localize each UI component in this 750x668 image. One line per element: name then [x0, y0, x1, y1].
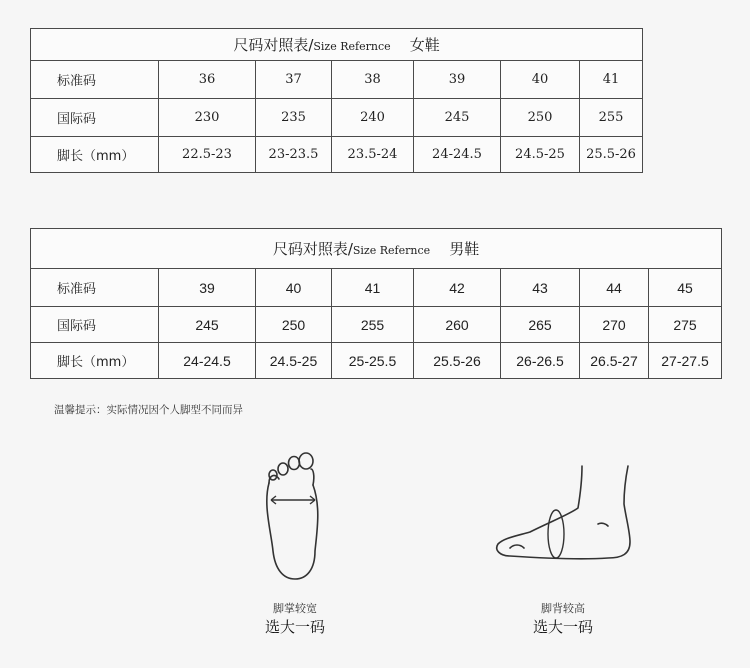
men-size-table: [30, 228, 722, 379]
foot-top-width-icon: [255, 445, 335, 585]
row-label: 标准码: [31, 61, 159, 99]
table-cell: 41: [332, 269, 414, 307]
table-cell: 22.5-23: [159, 137, 256, 173]
table-cell: 25.5-26: [414, 343, 501, 379]
row-label: 标准码: [31, 269, 159, 307]
title-cn: 尺码对照表/: [233, 36, 314, 54]
title-en: Size Refernce: [352, 244, 431, 257]
table-cell: 24.5-25: [501, 137, 580, 173]
table-cell: 270: [580, 307, 649, 343]
row-label: 国际码: [31, 99, 159, 137]
title-en: Size Refernce: [313, 40, 391, 53]
table-cell: 27-27.5: [649, 343, 722, 379]
title-cn: 尺码对照表/: [272, 240, 353, 258]
table-cell: 39: [159, 269, 256, 307]
foot-side-instep-icon: [490, 462, 640, 572]
table-row: [31, 99, 643, 137]
table-cell: 25.5-26: [580, 137, 643, 173]
caption-high-instep: 脚背较高: [541, 602, 585, 615]
table-cell: 44: [580, 269, 649, 307]
table-row: [31, 307, 722, 343]
women-table-title: [31, 29, 643, 61]
table-cell: 39: [414, 61, 501, 99]
table-cell: 235: [256, 99, 332, 137]
table-cell: 43: [501, 269, 580, 307]
table-cell: 25-25.5: [332, 343, 414, 379]
title-gender: 男鞋: [449, 240, 480, 258]
table-cell: 42: [414, 269, 501, 307]
title-gender: 女鞋: [409, 36, 440, 54]
table-row: [31, 343, 722, 379]
table-cell: 250: [256, 307, 332, 343]
table-cell: 24-24.5: [159, 343, 256, 379]
caption-size-up: 选大一码: [532, 618, 593, 636]
table-cell: 245: [414, 99, 501, 137]
table-cell: 24.5-25: [256, 343, 332, 379]
table-cell: 250: [501, 99, 580, 137]
table-cell: 40: [256, 269, 332, 307]
caption-wide-forefoot: 脚掌较宽: [273, 602, 317, 615]
table-cell: 230: [159, 99, 256, 137]
table-cell: 36: [159, 61, 256, 99]
table-cell: 275: [649, 307, 722, 343]
table-row: [31, 137, 643, 173]
table-row: [31, 269, 722, 307]
fit-tip: 温馨提示：实际情况因个人脚型不同而异: [54, 404, 243, 416]
table-cell: 41: [580, 61, 643, 99]
table-row: [31, 61, 643, 99]
row-label: 国际码: [31, 307, 159, 343]
men-table-title: [31, 229, 722, 269]
table-cell: 26-26.5: [501, 343, 580, 379]
table-cell: 245: [159, 307, 256, 343]
women-size-table: [30, 28, 643, 173]
row-label: 脚长（mm）: [31, 137, 159, 173]
table-cell: 265: [501, 307, 580, 343]
table-cell: 240: [332, 99, 414, 137]
table-cell: 37: [256, 61, 332, 99]
table-cell: 26.5-27: [580, 343, 649, 379]
table-cell: 23.5-24: [332, 137, 414, 173]
table-cell: 45: [649, 269, 722, 307]
table-cell: 255: [580, 99, 643, 137]
table-cell: 38: [332, 61, 414, 99]
row-label: 脚长（mm）: [31, 343, 159, 379]
table-cell: 23-23.5: [256, 137, 332, 173]
table-cell: 255: [332, 307, 414, 343]
table-cell: 40: [501, 61, 580, 99]
caption-size-up: 选大一码: [264, 618, 325, 636]
table-cell: 260: [414, 307, 501, 343]
table-cell: 24-24.5: [414, 137, 501, 173]
